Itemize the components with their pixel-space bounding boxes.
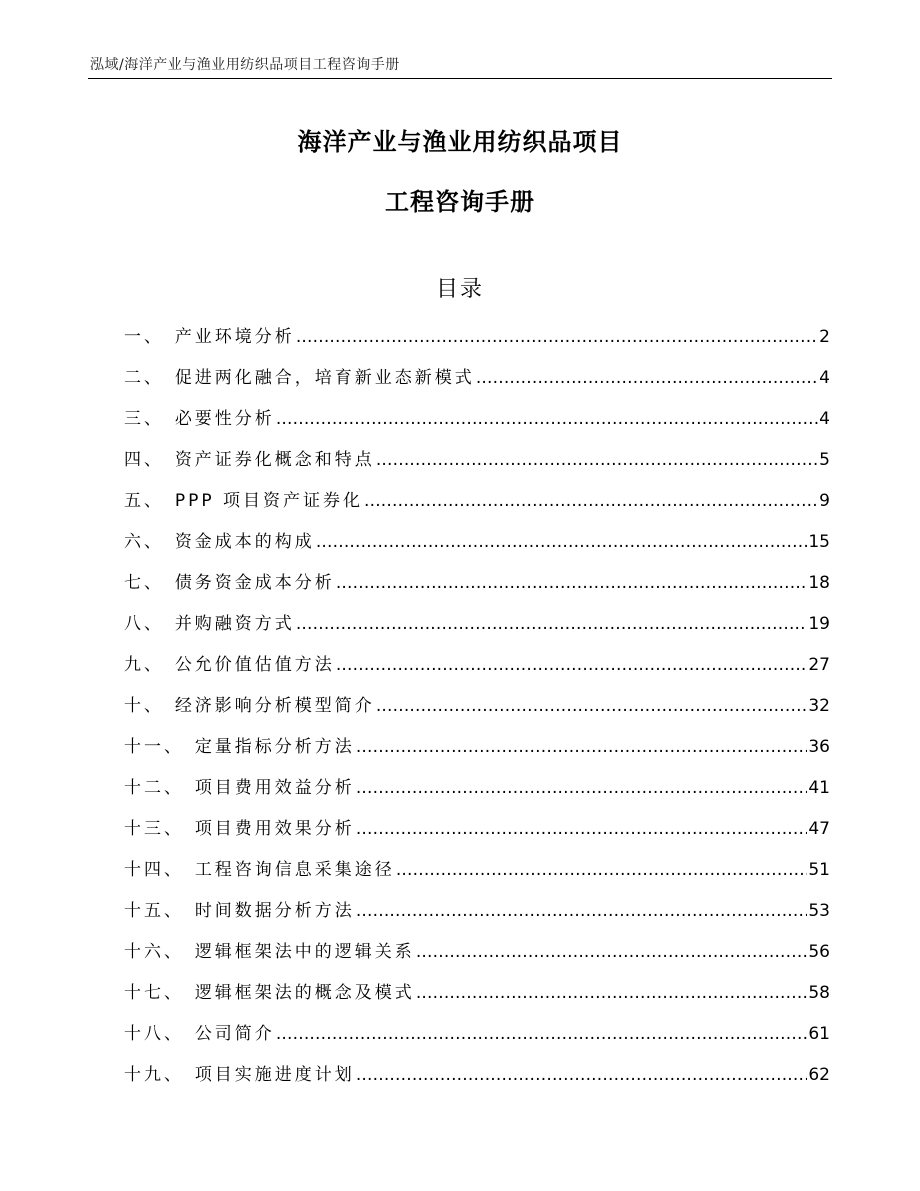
toc-entry-spacer	[184, 1055, 195, 1096]
toc-entry-spacer	[184, 891, 195, 932]
toc-entry-page-number: 19	[808, 614, 830, 634]
toc-entry-spacer	[164, 522, 175, 563]
toc-entry[interactable]	[124, 481, 830, 522]
toc-dot-leader	[376, 440, 818, 481]
toc-entry-number: 六、	[124, 532, 164, 552]
toc-entry-page-number: 5	[819, 450, 830, 470]
toc-dot-leader	[336, 645, 808, 686]
toc-entry-spacer	[184, 932, 195, 973]
toc-entry-number: 五、	[124, 491, 164, 511]
toc-entry-page-number: 4	[819, 368, 830, 388]
toc-dot-leader	[376, 686, 808, 727]
toc-entry-title: 并购融资方式	[174, 614, 295, 634]
toc-entry-number: 八、	[124, 614, 164, 634]
running-header: 泓域/海洋产业与渔业用纺织品项目工程咨询手册	[90, 57, 400, 73]
toc-entry-page-number: 47	[808, 819, 830, 839]
toc-entry-page-number: 53	[808, 901, 830, 921]
toc-entry-spacer	[184, 850, 195, 891]
toc-entry-page-number: 27	[808, 655, 830, 675]
toc-dot-leader	[356, 809, 808, 850]
toc-entry-spacer	[164, 317, 175, 358]
toc-entry-number: 十九、	[124, 1065, 184, 1085]
toc-entry-title: 债务资金成本分析	[174, 573, 335, 593]
toc-dot-leader	[476, 358, 818, 399]
toc-entry-page-number: 62	[808, 1065, 830, 1085]
toc-dot-leader	[356, 1055, 808, 1096]
toc-entry-title: 产业环境分析	[174, 327, 295, 347]
toc-dot-leader	[276, 399, 818, 440]
toc-entry[interactable]	[124, 358, 830, 399]
toc-entry[interactable]	[124, 768, 830, 809]
toc-entry-spacer	[164, 399, 175, 440]
toc-dot-leader	[316, 522, 808, 563]
toc-entry-title: 定量指标分析方法	[194, 737, 355, 757]
toc-entry-page-number: 51	[808, 860, 830, 880]
toc-entry-number: 十、	[124, 696, 164, 716]
toc-entry[interactable]	[124, 604, 830, 645]
toc-entry[interactable]	[124, 522, 830, 563]
document-title-line-2: 工程咨询手册	[385, 188, 535, 216]
toc-entry-title: 逻辑框架法中的逻辑关系	[194, 942, 415, 962]
toc-entry-title: 项目费用效果分析	[194, 819, 355, 839]
toc-entry[interactable]	[124, 317, 830, 358]
toc-dot-leader	[336, 563, 808, 604]
toc-entry-number: 十八、	[124, 1024, 184, 1044]
toc-entry-number: 七、	[124, 573, 164, 593]
toc-entry-title: 促进两化融合，培育新业态新模式	[174, 368, 475, 388]
toc-entry-title: 资产证券化概念和特点	[174, 450, 375, 470]
toc-heading: 目录	[435, 277, 484, 302]
toc-entry-spacer	[164, 604, 175, 645]
toc-entry-title: 公允价值估值方法	[174, 655, 335, 675]
toc-entry-number: 十一、	[124, 737, 184, 757]
toc-entry-page-number: 41	[808, 778, 830, 798]
toc-entry-number: 九、	[124, 655, 164, 675]
toc-entry-number: 十三、	[124, 819, 184, 839]
toc-dot-leader	[296, 317, 818, 358]
toc-dot-leader	[416, 932, 808, 973]
toc-entry-title: 资金成本的构成	[174, 532, 315, 552]
toc-entry-title: 时间数据分析方法	[194, 901, 355, 921]
toc-entry-title: 工程咨询信息采集途径	[194, 860, 395, 880]
toc-entry[interactable]	[124, 932, 830, 973]
toc-entry[interactable]	[124, 440, 830, 481]
toc-entry[interactable]	[124, 563, 830, 604]
toc-dot-leader	[416, 973, 808, 1014]
toc-entry[interactable]	[124, 686, 830, 727]
toc-entry-page-number: 36	[808, 737, 830, 757]
toc-entry-spacer	[184, 768, 195, 809]
toc-dot-leader	[396, 850, 808, 891]
toc-entry[interactable]	[124, 973, 830, 1014]
toc-entry-title: 逻辑框架法的概念及模式	[194, 983, 415, 1003]
toc-entry-number: 十六、	[124, 942, 184, 962]
toc-dot-leader	[364, 481, 818, 522]
toc-entry-spacer	[184, 973, 195, 1014]
toc-entry[interactable]	[124, 850, 830, 891]
toc-dot-leader	[356, 891, 808, 932]
toc-entry-page-number: 56	[808, 942, 830, 962]
toc-entry-title: 项目费用效益分析	[194, 778, 355, 798]
toc-dot-leader	[356, 727, 808, 768]
toc-entry-spacer	[184, 1014, 195, 1055]
toc-entry[interactable]	[124, 645, 830, 686]
toc-entry[interactable]	[124, 399, 830, 440]
toc-entry-spacer	[164, 358, 175, 399]
toc-dot-leader	[356, 768, 808, 809]
toc-entry-spacer	[164, 481, 175, 522]
toc-entry-title: 经济影响分析模型简介	[174, 696, 375, 716]
toc-entry-page-number: 61	[808, 1024, 830, 1044]
toc-entry-number: 十四、	[124, 860, 184, 880]
toc-entry[interactable]	[124, 1055, 830, 1096]
toc-entry[interactable]	[124, 1014, 830, 1055]
toc-dot-leader	[276, 1014, 808, 1055]
toc-entry-page-number: 4	[819, 409, 830, 429]
document-title-line-1: 海洋产业与渔业用纺织品项目	[297, 128, 623, 156]
toc-entry-title: 项目实施进度计划	[194, 1065, 355, 1085]
toc-entry-spacer	[164, 645, 175, 686]
toc-entry-page-number: 18	[808, 573, 830, 593]
toc-entry-page-number: 2	[819, 327, 830, 347]
table-of-contents	[124, 317, 830, 1096]
toc-entry-number: 三、	[124, 409, 164, 429]
toc-entry-spacer	[164, 563, 175, 604]
toc-entry-number: 四、	[124, 450, 164, 470]
toc-entry-spacer	[184, 809, 195, 850]
toc-entry-title: 必要性分析	[174, 409, 275, 429]
header-divider	[88, 78, 832, 79]
toc-entry-title: PPP 项目资产证券化	[174, 491, 363, 511]
toc-entry-number: 十二、	[124, 778, 184, 798]
toc-entry-number: 十七、	[124, 983, 184, 1003]
toc-dot-leader	[296, 604, 808, 645]
toc-entry-spacer	[184, 727, 195, 768]
toc-entry-number: 二、	[124, 368, 164, 388]
toc-entry-title: 公司简介	[194, 1024, 275, 1044]
toc-entry-page-number: 58	[808, 983, 830, 1003]
toc-entry-number: 一、	[124, 327, 164, 347]
toc-entry-spacer	[164, 686, 175, 727]
toc-entry[interactable]	[124, 891, 830, 932]
toc-entry[interactable]	[124, 809, 830, 850]
toc-entry-spacer	[164, 440, 175, 481]
toc-entry[interactable]	[124, 727, 830, 768]
toc-entry-page-number: 9	[819, 491, 830, 511]
toc-entry-page-number: 15	[808, 532, 830, 552]
toc-entry-number: 十五、	[124, 901, 184, 921]
toc-entry-page-number: 32	[808, 696, 830, 716]
